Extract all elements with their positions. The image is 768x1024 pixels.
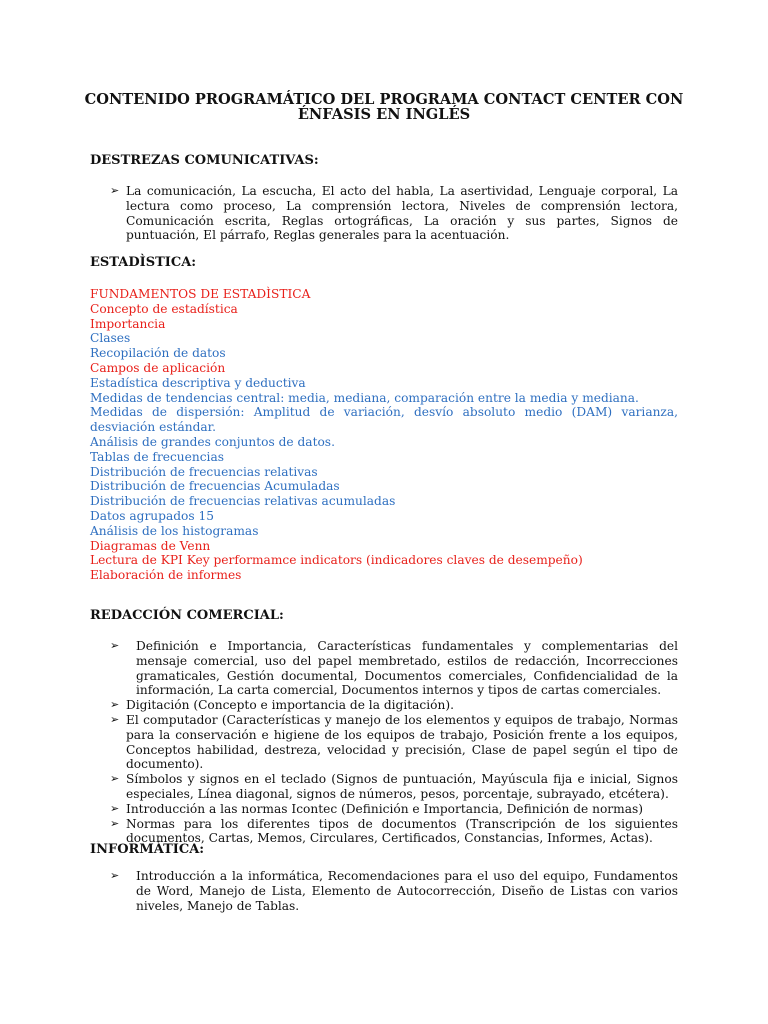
section-heading-informatica: INFORMÁTICA: (90, 842, 205, 857)
topic-item: Recopilación de datos (90, 346, 226, 361)
estadistica-list (90, 287, 678, 583)
arrow-bullet-icon: ➢ (110, 698, 120, 712)
arrow-bullet-icon: ➢ (110, 712, 120, 726)
topic-item: Concepto de estadística (90, 301, 238, 316)
list-item-text: Definición e Importancia, Características fundamentales y complementarias del mensaje comercial, uso del papel membretado, estilos de redacción, Incorrecciones gramaticales, Gestión documental, Documentos comerciales, Confidencialidad de la información, La carta comercial, Documentos internos y tipos de cartas comerciales. (136, 639, 678, 698)
topic-item: Distribución de frecuencias relativas acumuladas (90, 494, 396, 509)
list-item (110, 713, 678, 772)
topic-item: Elaboración de informes (90, 568, 242, 583)
section-heading-redaccion: REDACCIÓN COMERCIAL: (90, 608, 284, 623)
topic-item: Lectura de KPI Key performamce indicators (indicadores claves de desempeño) (90, 553, 583, 568)
redaccion-list (110, 639, 678, 846)
topic-item: Estadística descriptiva y deductiva (90, 375, 306, 390)
topic-item: FUNDAMENTOS DE ESTADÌSTICA (90, 287, 311, 301)
list-item-text: Introducción a la informática, Recomendaciones para el uso del equipo, Fundamentos de Word, Manejo de Lista, Elemento de Autocorrección, Diseño de Listas con varios niveles, Manejo de Tablas. (136, 869, 678, 913)
topic-item: Distribución de frecuencias Acumuladas (90, 479, 340, 494)
section-heading-estadistica: ESTADÌSTICA: (90, 255, 197, 270)
list-item (110, 184, 678, 243)
list-item (110, 802, 678, 817)
destrezas-list (110, 184, 678, 243)
list-item-text: Digitación (Concepto e importancia de la digitación). (126, 698, 454, 713)
arrow-bullet-icon: ➢ (110, 816, 120, 830)
document-title: CONTENIDO PROGRAMÁTICO DEL PROGRAMA CONTACT CENTER CON ÉNFASIS EN INGLÉS (84, 91, 684, 123)
topic-item: Importancia (90, 316, 166, 331)
topic-item: Diagramas de Venn (90, 538, 211, 553)
topic-item: Medidas de dispersión: Amplitud de variación, desvío absoluto medio (DAM) varianza, desviación estándar. (90, 405, 678, 435)
list-item-text: Introducción a las normas Icontec (Definición e Importancia, Definición de normas) (126, 801, 643, 816)
topic-item: Clases (90, 331, 131, 346)
topic-item: Distribución de frecuencias relativas (90, 464, 318, 479)
list-item (110, 698, 678, 713)
list-item-text: La comunicación, La escucha, El acto del habla, La asertividad, Lenguaje corporal, La lectura como proceso, La comprensión lectora, Niveles de comprensión lectora, Comunicación escrita, Reglas ortográficas, La oración y sus partes, Signos de puntuación, El párrafo, Reglas generales para la acentuación. (126, 184, 678, 243)
list-item (110, 869, 678, 913)
arrow-bullet-icon: ➢ (110, 772, 120, 786)
arrow-bullet-icon: ➢ (110, 639, 120, 652)
list-item-text: El computador (Características y manejo de los elementos y equipos de trabajo, Normas para la conservación e higiene de los equipos de trabajo, Posición frente a los equipos, Conceptos habilidad, destreza, velocidad y precisión, Clase de papel según el tipo de documento). (126, 712, 678, 772)
arrow-bullet-icon: ➢ (110, 801, 120, 815)
arrow-bullet-icon: ➢ (110, 869, 120, 882)
list-item (110, 772, 678, 802)
list-item-text: Símbolos y signos en el teclado (Signos de puntuación, Mayúscula fija e inicial, Signos especiales, Línea diagonal, signos de números, pesos, porcentaje, subrayado, etcétera). (126, 772, 678, 801)
informatica-list (110, 869, 678, 913)
topic-item: Tablas de frecuencias (90, 449, 224, 464)
list-item-text: Normas para los diferentes tipos de documentos (Transcripción de los siguientes documentos, Cartas, Memos, Circulares, Certificados, Constancias, Informes, Actas). (126, 816, 678, 846)
topic-item: Datos agrupados 15 (90, 508, 214, 523)
list-item (110, 639, 678, 698)
topic-item: Análisis de los histogramas (90, 523, 259, 538)
section-heading-destrezas: DESTREZAS COMUNICATIVAS: (90, 153, 319, 168)
arrow-bullet-icon: ➢ (110, 184, 120, 197)
topic-item: Medidas de tendencias central: media, mediana, comparación entre la media y mediana. (90, 390, 639, 405)
topic-item: Campos de aplicación (90, 360, 226, 375)
topic-item: Análisis de grandes conjuntos de datos. (90, 434, 335, 449)
